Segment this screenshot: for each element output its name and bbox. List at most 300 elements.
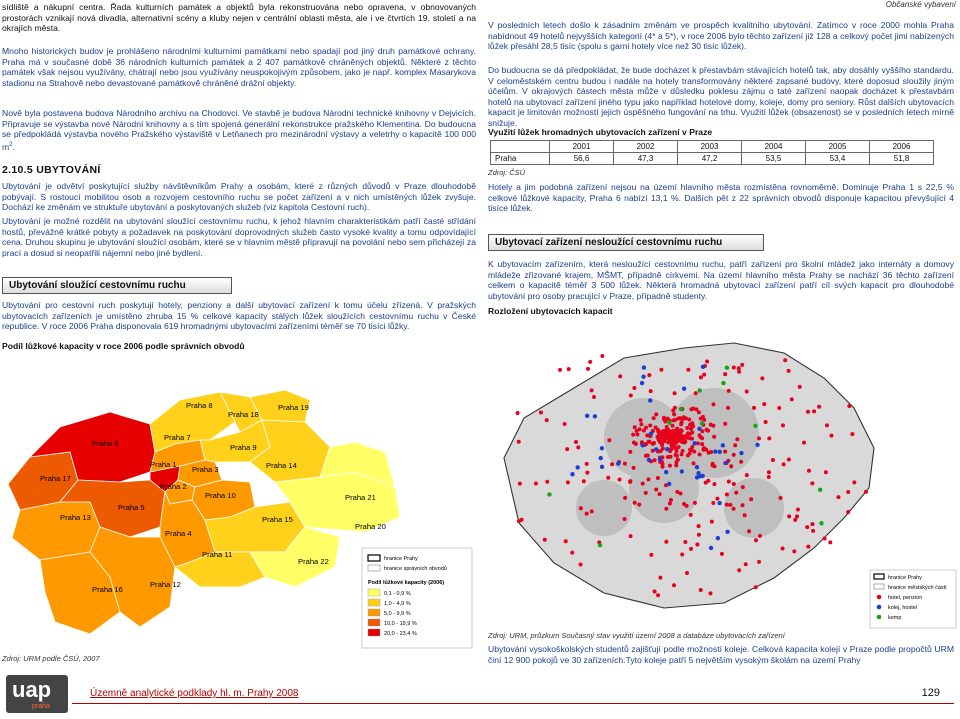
legend-class-3: 5,0 - 9,9 % [384, 611, 411, 617]
label-praha-10: Praha 10 [205, 491, 236, 500]
label-praha-7: Praha 7 [164, 433, 191, 442]
uap-logo [6, 675, 68, 713]
hotel-dot [723, 372, 727, 376]
dormitory-dot [649, 431, 653, 435]
hotel-dot [579, 563, 583, 567]
legend-swatch-class-1 [368, 589, 380, 596]
paragraph-new-buildings: Nově byla postavena budova Národního archivu na Chodovci. Ve stavbě je budova Národní technické knihovny v Dejvicích. Připravuje se výstavba nové Národní knihovny a s tím spojená generální rekonstrukce pražského Klementina. Do budoucna se předpokládá výstavba nového Pražského výstaviště v Letňanech pro mezinárodní výstavy a veletrhy o kapacitě 100 000 $m^2$. [2, 108, 476, 152]
hotel-dot [712, 482, 716, 486]
hotel-dot [728, 503, 732, 507]
map2-title: Rozložení ubytovacích kapacit [488, 306, 613, 316]
hotel-dot [654, 488, 658, 492]
hotel-dot [733, 443, 737, 447]
hotel-dot [585, 462, 589, 466]
hotel-dot [693, 501, 697, 505]
dormitory-dot [600, 446, 604, 450]
hotel-dot [796, 508, 800, 512]
hotel-dot [711, 424, 715, 428]
hotel-dot [606, 476, 610, 480]
hotel-dot [618, 478, 622, 482]
hotel-dot [807, 469, 811, 473]
hotel-dot [660, 430, 664, 434]
hotel-dot [543, 538, 547, 542]
hotel-dot [732, 453, 736, 457]
paragraph-hotel-distribution: Hotely a jim podobná zařízení nejsou na území hlavního města rozmístěna rovnoměrně. Dominuje Praha 1 s 22,5 % celkové lůžkové kapacity, Praha 6 nabízí 13,1 %. Dalších pět z 22 správních obvodů disponuje kapacitou převyšující 4 tisíce lůžek. [488, 182, 954, 214]
dormitory-dot [682, 387, 686, 391]
paragraph-tourism: Ubytování pro cestovní ruch poskytují hotely, penziony a další ubytovací zařízení k tomu účelu zřízená. V pražských ubytovacích zařízeních je umístěno zhruba 15 % celkové kapacity stálých lůžek sloužících cestovnímu ruchu v České republice. V roce 2006 Praha disponovala 619 hromadnými ubytovacími zařízeními téměř se 70 tisíci lůžky. [2, 300, 476, 332]
table-year: 2004 [742, 141, 806, 153]
hotel-dot [727, 479, 731, 483]
map2-source: Zdroj: URM, průzkum Současný stav využití území 2008 a databáze ubytovacích zařízení [488, 631, 785, 640]
hotel-dot [739, 460, 743, 464]
camp-dot [753, 424, 757, 428]
dormitory-dot [664, 470, 668, 474]
table-cell: 56,6 [550, 153, 614, 165]
hotel-dot [740, 503, 744, 507]
hotel-dot [846, 510, 850, 514]
hotel-dot [653, 589, 657, 593]
section-heading: 2.10.5 UBYTOVÁNÍ [2, 164, 101, 176]
footer-title: Územně analytické podklady hl. m. Prahy 2008 [90, 688, 299, 699]
dormitory-dot [665, 447, 669, 451]
hotel-dot [690, 445, 694, 449]
hotel-dot [806, 410, 810, 414]
hotel-dot [628, 480, 632, 484]
hotel-dot [623, 517, 627, 521]
hotel-dot [672, 431, 676, 435]
label-praha-8: Praha 8 [186, 401, 213, 410]
hotel-dot [737, 370, 741, 374]
subheading-non-tourism-accommodation: Ubytovací zařízení nesloužící cestovnímu ruchu [488, 234, 764, 251]
hotel-dot [810, 481, 814, 485]
hotel-dot [740, 363, 744, 367]
hotel-dot [656, 428, 660, 432]
hotel-dot [632, 386, 636, 390]
table-title: Využití lůžek hromadných ubytovacích zařízení v Praze [488, 127, 713, 137]
hotel-dot [824, 470, 828, 474]
hotel-dot [666, 417, 670, 421]
hotel-dot [783, 358, 787, 362]
dormitory-dot [570, 472, 574, 476]
hotel-dot [658, 492, 662, 496]
hotel-dot [582, 479, 586, 483]
hotel-dot [817, 405, 821, 409]
hotel-dot [637, 503, 641, 507]
superscript: 2 [9, 141, 13, 148]
hotel-dot [585, 471, 589, 475]
hotel-dot [669, 455, 673, 459]
hotel-dot [639, 418, 643, 422]
hotel-dot [810, 522, 814, 526]
hotel-dot [812, 409, 816, 413]
dormitory-dot [717, 501, 721, 505]
dormitory-dot [648, 398, 652, 402]
hotel-dot [767, 470, 771, 474]
hotel-dot [864, 490, 868, 494]
hotel-dot [752, 406, 756, 410]
hotel-dot [737, 366, 741, 370]
hotel-dot [662, 439, 666, 443]
hotel-dot [689, 513, 693, 517]
legend-dormitory: kolej, hostel [888, 605, 918, 611]
map1-source: Zdroj: URM podle ČSÚ, 2007 [2, 654, 100, 663]
hotel-dot [762, 402, 766, 406]
label-praha-11: Praha 11 [202, 550, 233, 559]
hotel-dot [635, 429, 639, 433]
hotel-dot [686, 453, 690, 457]
hotel-dot [674, 463, 678, 467]
label-praha-5: Praha 5 [118, 503, 145, 512]
hotel-dot [792, 549, 796, 553]
hotel-dot [701, 448, 705, 452]
hotel-dot [727, 389, 731, 393]
label-praha-13: Praha 13 [60, 513, 91, 522]
hotel-dot [734, 491, 738, 495]
hotel-dot [702, 373, 706, 377]
hotel-dot [699, 416, 703, 420]
legend-swatch-class-3 [368, 609, 380, 616]
hotel-dot [787, 514, 791, 518]
paragraph-intro: sídliště a nákupní centra. Řada kulturních památek a objektů byla rekonstruována nebo opravena, v obnovovaných prostorách vznikají nová divadla, alternativní scény a kluby nejen v centrální oblasti města, ale i ve čtvrtích 19. století a na okrajích města. [2, 2, 476, 34]
table-year: 2003 [678, 141, 742, 153]
hotel-dot [644, 426, 648, 430]
hotel-dot [673, 391, 677, 395]
hotel-dot [720, 552, 724, 556]
hotel-dot [664, 540, 668, 544]
hotel-dot [754, 538, 758, 542]
hotel-dot [697, 524, 701, 528]
hotel-dot [563, 422, 567, 426]
paragraph-new-buildings-text: Nově byla postavena budova Národního archivu na Chodovci. Ve stavbě je budova Národní technické knihovny v Dejvicích. Připravuje se výstavba nové Národní knihovny a s tím spojená generální rekonstrukce pražského Klementina. Do budoucna se předpokládá výstavba nového Pražského výstaviště v Letňanech pro mezinárodní výstavy a veletrhy o kapacitě 100 000 m [2, 108, 476, 152]
legend-swatch-hotel [877, 595, 882, 600]
hotel-dot [518, 482, 522, 486]
footer-rule [72, 703, 954, 704]
legend-camp: kemp [888, 615, 902, 621]
legend-hotel: hotel, penzion [888, 595, 923, 601]
hotel-dot [798, 385, 802, 389]
map2-legend [870, 570, 956, 628]
occupancy-table [490, 140, 934, 165]
legend-district-border: hranice správních obvodů [384, 566, 447, 572]
hotel-dot [713, 464, 717, 468]
label-praha-16: Praha 16 [92, 585, 123, 594]
dormitory-dot [647, 458, 651, 462]
hotel-dot [679, 422, 683, 426]
logo-subtext: praha [32, 703, 50, 710]
hotel-dot [586, 367, 590, 371]
hotel-dot [632, 441, 636, 445]
hotel-dot [749, 497, 753, 501]
hotel-dot [790, 397, 794, 401]
hotel-dot [741, 485, 745, 489]
camp-dot [819, 521, 823, 525]
hotel-dot [795, 514, 799, 518]
hotel-dot [545, 480, 549, 484]
hotel-dot [566, 480, 570, 484]
table-corner [491, 141, 550, 153]
hotel-dot [846, 490, 850, 494]
paragraph-dormitories: Ubytování vysokoškolských studentů zajišťují podle možností koleje. Celková kapacita kolejí v Praze podle propočtů URM činí 12 900 pokojů ve 30 zařízeních.Tyto koleje patří 5 největším vysokým školám na území Prahy [488, 644, 954, 665]
hotel-dot [680, 452, 684, 456]
hotel-dot [745, 390, 749, 394]
legend-class-4: 10,0 - 19,9 % [384, 621, 417, 627]
hotel-dot [659, 368, 663, 372]
camp-dot [698, 388, 702, 392]
hotel-dot [710, 520, 714, 524]
hotel-dot [711, 501, 715, 505]
dormitory-dot [724, 461, 728, 465]
hotel-dot [747, 529, 751, 533]
hotel-dot [585, 512, 589, 516]
table-year: 2005 [806, 141, 870, 153]
hotel-dot [676, 458, 680, 462]
hotel-dot [688, 436, 692, 440]
table-year: 2001 [550, 141, 614, 153]
hotel-dot [588, 360, 592, 364]
table-source: Zdroj: ČSÚ [488, 168, 526, 177]
hotel-dot [610, 462, 614, 466]
hotel-dot [623, 496, 627, 500]
hotel-dot [564, 539, 568, 543]
label-praha-14: Praha 14 [266, 461, 297, 470]
hotel-dot [793, 518, 797, 522]
label-praha-9: Praha 9 [230, 443, 257, 452]
hotel-dot [639, 422, 643, 426]
hotel-dot [660, 443, 664, 447]
hotel-dot [836, 495, 840, 499]
dormitory-dot [697, 427, 701, 431]
hotel-dot [782, 462, 786, 466]
hotel-dot [647, 373, 651, 377]
hotel-dot [698, 453, 702, 457]
hotel-dot [658, 576, 662, 580]
table-year: 2002 [614, 141, 678, 153]
hotel-dot [758, 534, 762, 538]
dormitory-dot [739, 451, 743, 455]
label-praha-1: Praha 1 [150, 460, 177, 469]
hotel-dot [649, 389, 653, 393]
hotel-dot [709, 450, 713, 454]
hotel-dot [672, 418, 676, 422]
hotel-dot [781, 547, 785, 551]
dormitory-dot [600, 465, 604, 469]
hotel-dot [590, 509, 594, 513]
legend-swatch-class-2 [368, 599, 380, 606]
hotel-dot [633, 501, 637, 505]
label-praha-12: Praha 12 [150, 580, 181, 589]
hotel-dot [671, 408, 675, 412]
dormitory-dot [640, 443, 644, 447]
hotel-dot [787, 458, 791, 462]
hotel-dot [659, 449, 663, 453]
table-cell: 47,2 [678, 153, 742, 165]
legend-swatch-class-5 [368, 629, 380, 636]
legend-title: Podíl lůžkové kapacity (2006) [368, 580, 445, 586]
hotel-dot [669, 439, 673, 443]
hotel-dot [729, 464, 733, 468]
camp-dot [818, 488, 822, 492]
hotel-dot [558, 368, 562, 372]
dormitory-dot [641, 374, 645, 378]
hotel-dot [757, 560, 761, 564]
hotel-dot [743, 513, 747, 517]
hotel-dot [680, 553, 684, 557]
legend-class-5: 20,0 - 23,4 % [384, 631, 417, 637]
table-cell: 47,3 [614, 153, 678, 165]
dormitory-dot [640, 381, 644, 385]
hotel-dot [649, 553, 653, 557]
hotel-dot [699, 588, 703, 592]
hotel-dot [607, 438, 611, 442]
legend-city-border: hranice Prahy [384, 556, 418, 562]
hotel-dot [689, 547, 693, 551]
hotel-dot [681, 417, 685, 421]
dormitory-dot [716, 536, 720, 540]
hotel-dot [732, 365, 736, 369]
subheading-tourism-accommodation: Ubytování sloužící cestovnímu ruchu [2, 277, 232, 294]
dormitory-dot [680, 469, 684, 473]
hotel-dot [757, 436, 761, 440]
dormitory-dot [718, 450, 722, 454]
dormitory-dot [701, 365, 705, 369]
legend-class-2: 1,0 - 4,9 % [384, 601, 411, 607]
table-header-row [491, 141, 934, 153]
hotel-dot [653, 458, 657, 462]
hotel-dot [699, 375, 703, 379]
hotel-dot [685, 571, 689, 575]
hotel-dot [629, 534, 633, 538]
hotel-dot [633, 425, 637, 429]
hotel-dot [666, 429, 670, 433]
dormitory-dot [692, 441, 696, 445]
hotel-dot [646, 454, 650, 458]
camp-dot [721, 381, 725, 385]
dormitory-dot [642, 365, 646, 369]
map1-legend [362, 548, 472, 648]
label-praha-15: Praha 15 [262, 515, 293, 524]
hotel-dot [723, 422, 727, 426]
district-praha-13 [12, 502, 100, 560]
hotel-dot [732, 507, 736, 511]
dormitory-dot [667, 482, 671, 486]
table-year: 2006 [870, 141, 934, 153]
hotel-dot [779, 496, 783, 500]
label-praha-22: Praha 22 [298, 557, 329, 566]
logo-text: uap [12, 677, 52, 702]
hotel-dot [635, 433, 639, 437]
hotel-dot [631, 433, 635, 437]
hotel-dot [689, 407, 693, 411]
hotel-dot [711, 402, 715, 406]
hotel-dot [683, 540, 687, 544]
hotel-dot [570, 551, 574, 555]
camp-dot [700, 421, 704, 425]
hotel-dot [567, 367, 571, 371]
hotel-dot [662, 417, 666, 421]
hotel-dot [715, 497, 719, 501]
hotel-dot [661, 465, 665, 469]
dormitory-dot [616, 461, 620, 465]
hotel-dot [702, 418, 706, 422]
dormitory-dot [713, 449, 717, 453]
legend-district-border: hranice městských částí [888, 585, 947, 591]
hotel-dot [669, 498, 673, 502]
hotel-dot [590, 388, 594, 392]
hotel-dot [681, 449, 685, 453]
hotel-dot [545, 418, 549, 422]
table-cell: 53,4 [806, 153, 870, 165]
hotel-dot [676, 417, 680, 421]
label-praha-6: Praha 6 [92, 439, 119, 448]
hotel-dot [592, 395, 596, 399]
paragraph-hotel-change: V posledních letech došlo k zásadním změnám ve prospěch kvalitního ubytování. Zatímco v roce 2000 mohla Praha nabídnout 49 hotelů nejvyšších kategorií (4* a 5*), v roce 2006 bylo těchto zařízení již 128 a celkový počet jimi nabízených lůžek přesáhl 28,5 tisíc (spolu s garni hotely více než 30 tisíc lůžek). [488, 20, 954, 52]
hotel-dot [760, 376, 764, 380]
paragraph-accommodation-2: Ubytování je možné rozdělit na ubytování sloužící cestovnímu ruchu, k jehož hlavním charakteristikám patří časté střídání hostů, převážně krátké pobyty a požadavek na poskytování doprovodných služeb často vysoké kvality a tomu odpovídající cena. Druhou skupinu je ubytování sloužící osobám, které se v hlavním městě připravují na povolání nebo sem přicházejí za prací a dosud si neopatřili nájemní nebo jiné bydlení. [2, 216, 476, 258]
hotel-dot [672, 583, 676, 587]
hotel-dot [737, 568, 741, 572]
paragraph-non-tourism: K ubytovacím zařízením, která nesloužící cestovnímu ruchu, patří zařízení pro školní mládež jako internáty a domovy mládeže zřizované krajem, MŠMT, případně církvemi. Na území hlavního města Prahy se nachází 36 těchto zařízení celkem o kapacitě téměř 3 500 lůžek. Některá hromadná ubytovací zařízení patří cíl svých kapacit pro dlouhodobé ubytování pro osoby pracující v Praze, případně studenty. [488, 259, 954, 301]
hotel-dot [767, 475, 771, 479]
hotel-dot [671, 424, 675, 428]
dormitory-dot [576, 465, 580, 469]
hotel-dot [648, 424, 652, 428]
hotel-dot [517, 440, 521, 444]
hotel-dot [687, 418, 691, 422]
legend-class-1: 0,1 - 0,9 % [384, 591, 411, 597]
camp-dot [725, 366, 729, 370]
hotel-dot [829, 434, 833, 438]
hotel-dot [668, 464, 672, 468]
hotel-dot [641, 482, 645, 486]
hotel-dot [706, 429, 710, 433]
hotel-dot [725, 503, 729, 507]
hotel-dot [628, 450, 632, 454]
hotel-dot [726, 406, 730, 410]
hotel-dot [682, 502, 686, 506]
dormitory-dot [654, 447, 658, 451]
page-footer [0, 673, 960, 719]
hotel-dot [664, 507, 668, 511]
dormitory-dot [701, 474, 705, 478]
hotel-dot [688, 423, 692, 427]
label-praha-17: Praha 17 [40, 474, 71, 483]
dormitory-dot [658, 457, 662, 461]
hotel-dot [683, 440, 687, 444]
hotel-dot [695, 543, 699, 547]
hotel-dot [539, 410, 543, 414]
dormitory-dot [695, 475, 699, 479]
hotel-dot [723, 450, 727, 454]
hotel-dot [825, 423, 829, 427]
hotel-dot [618, 374, 622, 378]
hotel-dot [672, 412, 676, 416]
paragraph-hotel-future: Do budoucna se dá předpokládat, že bude docházet k přestavbám stávajících hotelů tak, aby dosáhly vyššího standardu. V celoměstském centru budou i nadále na hotely transformovány některé zapsané budovy, které doposud sloužily jiným účelům. V okrajových částech města může v důsledku poklesu zájmu o taté zařízení naopak docházet k přestavbám hotelů na ubytovací zařízení jiného typu jako například hotelové domy, koleje, domy pro seniory. Růst dalších ubytovacích kapacit je limitován možností jejich úspěšného fungování na trhu. Využití lůžek (obsazenost) se v posledních letech mírně snižuje. [488, 65, 954, 128]
hotel-dot [802, 441, 806, 445]
hotel-dot [828, 540, 832, 544]
table-cell: 53,5 [742, 153, 806, 165]
hotel-dot [656, 476, 660, 480]
hotel-dot [823, 536, 827, 540]
dormitory-dot [593, 414, 597, 418]
hotel-dot [850, 432, 854, 436]
hotel-dot [645, 433, 649, 437]
hotel-dot [706, 479, 710, 483]
camp-dot [679, 407, 683, 411]
hotel-dot [632, 466, 636, 470]
dormitory-dot [755, 443, 759, 447]
label-praha-21: Praha 21 [345, 493, 376, 502]
running-header: Občanské vybavení [885, 0, 956, 9]
